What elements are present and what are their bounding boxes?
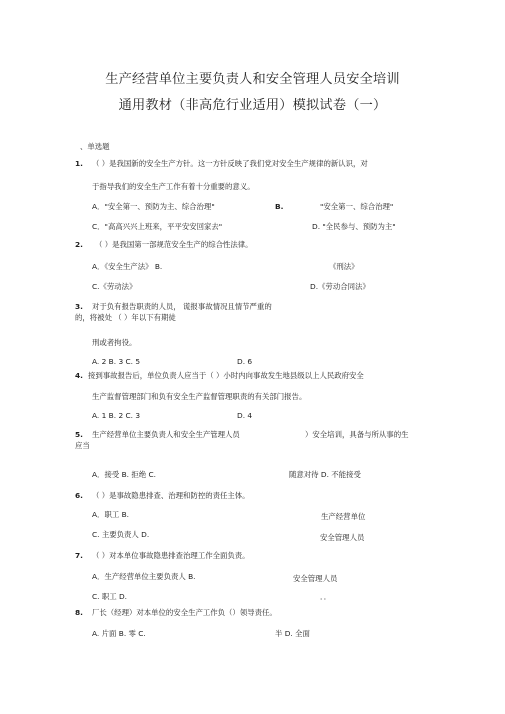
question-text: 接到事故报告后，单位负责人应当于（ ）小时内向事故发生地县级以上人民政府安全 bbox=[88, 371, 364, 380]
option-d: 安全管理人员 bbox=[320, 533, 365, 542]
question-text-right: ）安全培训，具备与所从事的生 bbox=[305, 430, 409, 439]
option-b-label: B. bbox=[275, 202, 284, 211]
options-abc: A. 1 B. 2 C. 3 bbox=[92, 411, 141, 420]
title-line-1: 生产经营单位主要负责人和安全管理人员安全培训 bbox=[105, 72, 400, 87]
question-text: 对于负有报告职责的人员， 谎报事故情况且情节严重的 bbox=[92, 302, 272, 311]
option-c: C．"高高兴兴上班来，平平安安回家去" bbox=[92, 222, 223, 231]
option-d: D. 6 bbox=[237, 357, 253, 366]
options-abc: A. 片面 B. 零 C. bbox=[92, 629, 146, 638]
question-text: （ ）是事故隐患排查、治理和防控的责任主体。 bbox=[92, 491, 250, 500]
option-b: 生产经营单位 bbox=[321, 512, 366, 521]
option-a: A．生产经营单位主要负责人 B. bbox=[92, 572, 196, 581]
question-number: 3. bbox=[75, 302, 83, 311]
question-number: 2. bbox=[75, 240, 83, 249]
option-c: C.《劳动法》 bbox=[92, 282, 137, 291]
question-text-cont: 于指导我们的安全生产工作有着十分重要的意义。 bbox=[92, 182, 255, 191]
options-abc: A. 2 B. 3 C. 5 bbox=[92, 357, 141, 366]
question-text: （ ）是我国第一部规范安全生产的综合性法律。 bbox=[95, 240, 253, 249]
question-number: 7. bbox=[75, 551, 83, 560]
section-heading: 、单选题 bbox=[80, 142, 110, 151]
option-d: ．． bbox=[320, 592, 332, 601]
option-b: "安全第一、综合治理" bbox=[320, 202, 394, 211]
question-number: 4. bbox=[75, 371, 83, 380]
option-a: A．《安全生产法》 B. bbox=[92, 262, 163, 271]
option-a: A．"安全第一、预防为主、综合治理" bbox=[92, 202, 215, 211]
question-text: （ ）对本单位事故隐患排查治理工作全面负责。 bbox=[92, 551, 250, 560]
options-ab: A．接受 B. 拒绝 C. bbox=[92, 470, 156, 479]
options-cd: 随意对待 D. 不能接受 bbox=[289, 470, 361, 479]
question-text: （ ）是我国新的安全生产方针。这一方针反映了我们党对安全生产规律的新认识，对 bbox=[92, 159, 368, 168]
option-d: 半 D. 全面 bbox=[275, 629, 310, 638]
option-d: D. 4 bbox=[237, 411, 253, 420]
question-number: 1. bbox=[75, 159, 83, 168]
option-b: 安全管理人员 bbox=[293, 574, 338, 583]
option-c: C. 职工 D. bbox=[92, 592, 128, 601]
question-text-cont-2: 刑或者拘役。 bbox=[92, 338, 137, 347]
option-d: D. "全民参与、预防为主" bbox=[312, 222, 396, 231]
option-a: A．职工 B. bbox=[92, 510, 129, 519]
question-text: 生产经营单位主要负责人和安全生产管理人员 bbox=[92, 430, 240, 439]
question-text-cont: 生产监督管理部门和负有安全生产监督管理职责的有关部门报告。 bbox=[92, 392, 307, 401]
question-number: 5. bbox=[75, 430, 83, 439]
option-d: D.《劳动合同法》 bbox=[310, 282, 370, 291]
question-text-cont: 的，将被处 （ ）年以下有期徒 bbox=[75, 313, 176, 322]
question-text: 厂长（经理）对本单位的安全生产工作负（）领导责任。 bbox=[92, 608, 277, 617]
question-number: 8. bbox=[75, 608, 83, 617]
option-b: 《刑法》 bbox=[329, 262, 359, 271]
option-c: C. 主要负责人 D. bbox=[92, 530, 150, 539]
question-number: 6. bbox=[75, 491, 83, 500]
title-line-2: 通用教材（非高危行业适用）模拟试卷（一） bbox=[118, 98, 387, 113]
question-text-cont: 应当 bbox=[75, 441, 90, 450]
